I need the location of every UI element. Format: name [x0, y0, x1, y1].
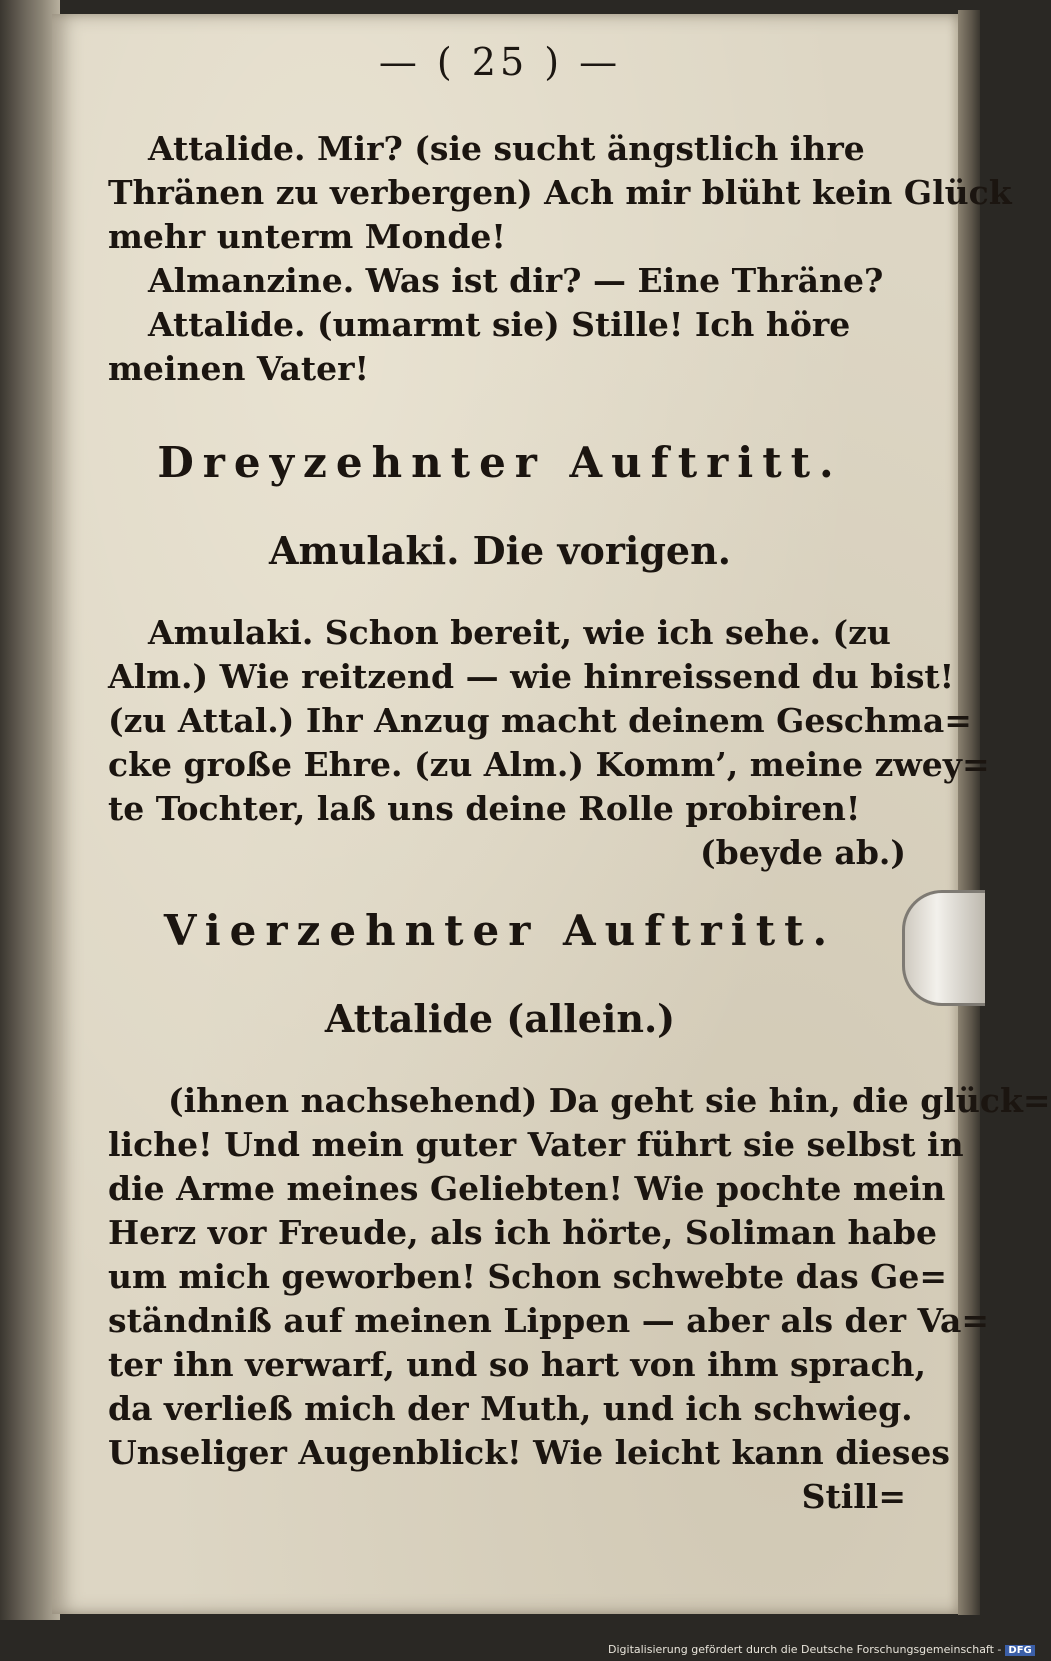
- text-line: ständniß auf meinen Lippen — aber als der Va=: [108, 1301, 990, 1340]
- dfg-logo: DFG: [1005, 1645, 1034, 1656]
- text-line: Almanzine. Was ist dir? — Eine Thräne?: [148, 261, 884, 300]
- text-line: Attalide. (umarmt sie) Stille! Ich höre: [148, 305, 851, 344]
- book-binding-left: [0, 0, 60, 1620]
- text-line: Thränen zu verbergen) Ach mir blüht kein Glück: [108, 173, 1012, 212]
- text-line: (ihnen nachsehend) Da geht sie hin, die glück=: [168, 1081, 1051, 1120]
- text-line: um mich geworben! Schon schwebte das Ge=: [108, 1257, 947, 1296]
- text-line: meinen Vater!: [108, 349, 369, 388]
- footer-text: Digitalisierung gefördert durch die Deutsche Forschungsgemeinschaft -: [608, 1643, 1002, 1656]
- text-line: ter ihn verwarf, und so hart von ihm sprach,: [108, 1345, 927, 1384]
- text-line: Alm.) Wie reitzend — wie hinreissend du bist!: [108, 657, 955, 696]
- text-line: da verließ mich der Muth, und ich schwieg.: [108, 1389, 913, 1428]
- text-line: Attalide. Mir? (sie sucht ängstlich ihre: [148, 129, 865, 168]
- digitization-footer: [608, 1643, 1032, 1659]
- text-line: Herz vor Freude, als ich hörte, Soliman habe: [108, 1213, 937, 1252]
- text-line: (zu Attal.) Ihr Anzug macht deinem Geschma=: [108, 701, 972, 740]
- scene-13-title: Dreyzehnter Auftritt.: [157, 438, 843, 487]
- text-line: mehr unterm Monde!: [108, 217, 506, 256]
- text-line: liche! Und mein guter Vater führt sie selbst in: [108, 1125, 964, 1164]
- catchword: Still=: [801, 1477, 906, 1516]
- text-line: cke große Ehre. (zu Alm.) Komm’, meine zwey=: [108, 745, 990, 784]
- text-line: Amulaki. Schon bereit, wie ich sehe. (zu: [148, 613, 891, 652]
- text-line: die Arme meines Geliebten! Wie pochte mein: [108, 1169, 946, 1208]
- text-line: te Tochter, laß uns deine Rolle probiren!: [108, 789, 861, 828]
- scene-14-persons: Attalide (allein.): [324, 996, 676, 1041]
- scene-14-title: Vierzehnter Auftritt.: [163, 906, 837, 955]
- page-header: — ( 25 ) —: [378, 40, 622, 84]
- book-edge-right: [958, 10, 980, 1615]
- text-line: Unseliger Augenblick! Wie leicht kann dieses: [108, 1433, 950, 1472]
- scene-13-persons: Amulaki. Die vorigen.: [269, 528, 731, 573]
- stage-direction: (beyde ab.): [700, 833, 906, 872]
